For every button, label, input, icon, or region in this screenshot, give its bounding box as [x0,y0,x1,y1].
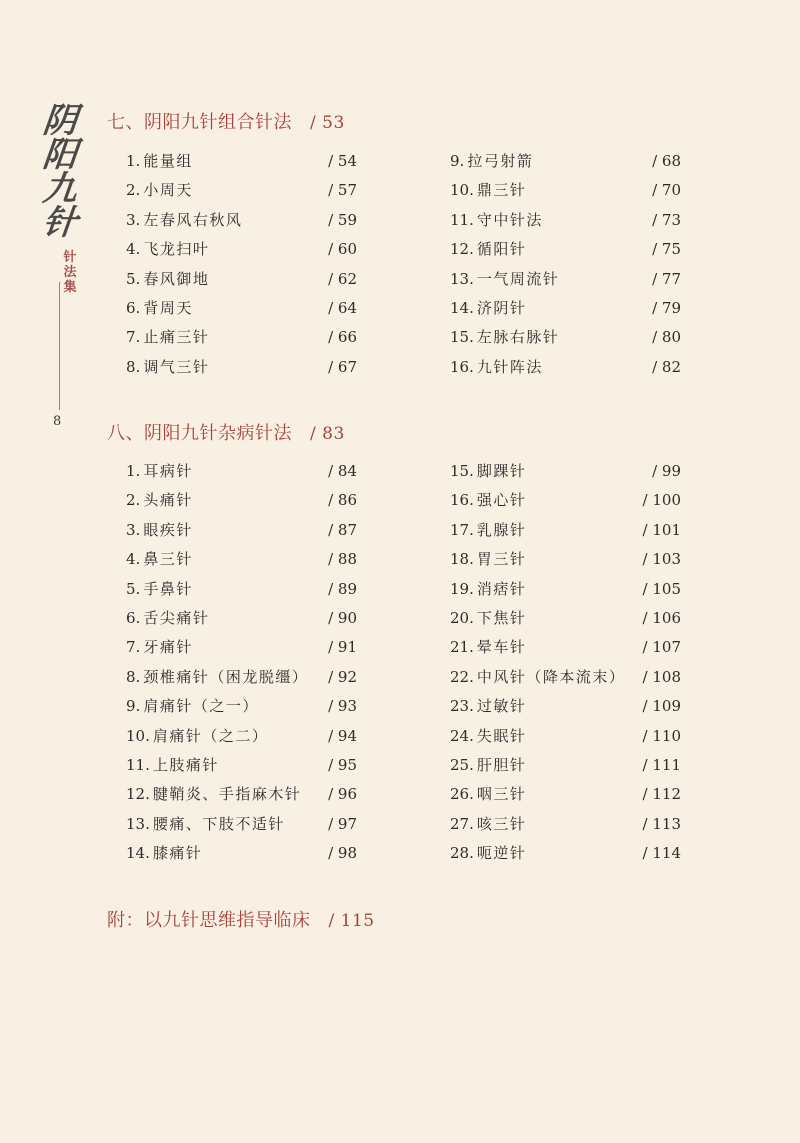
toc-entry-number: 4. [126,550,141,569]
toc-entry-label: 乳腺针 [476,520,527,539]
toc-entry-label: 腱鞘炎、手指麻木针 [152,785,302,804]
toc-entry-page: / 73 [652,210,681,229]
appendix-heading[interactable] [107,906,375,932]
toc-entry[interactable] [450,810,681,839]
toc-entry-title [450,751,526,780]
toc-entry-title [126,751,219,780]
toc-entry-title [450,545,526,574]
toc-entry[interactable] [450,604,681,633]
toc-entry-number: 14. [126,844,150,863]
toc-entry-page: / 92 [328,667,357,686]
toc-entry-page: / 96 [328,785,357,804]
toc-entry-label: 拉弓射箭 [467,152,534,170]
toc-entry[interactable] [450,575,681,604]
toc-entry-label: 膝痛针 [152,844,203,863]
toc-entry-label: 循阳针 [476,240,527,259]
toc-entry-page: / 87 [328,520,357,539]
toc-entry-page: / 106 [642,608,681,627]
toc-entry-page: / 99 [652,462,681,480]
toc-entry-label: 强心针 [476,491,527,510]
toc-entry[interactable] [126,457,357,486]
toc-entry-title [126,294,193,323]
toc-entry-number: 14. [450,298,474,317]
toc-entry-number: 1. [126,152,141,170]
toc-entry-label: 胃三针 [476,550,527,569]
toc-entry-title [450,486,526,515]
toc-entry-title [450,457,526,486]
toc-entry-number: 27. [450,814,474,833]
toc-entry-page: / 107 [642,638,681,657]
toc-entry[interactable] [126,839,357,868]
toc-entry-label: 左春风右秋风 [143,210,243,229]
toc-entry-title [126,206,242,235]
toc-entry-page: / 93 [328,697,357,716]
toc-entry-number: 16. [450,357,474,376]
section-heading-8[interactable] [107,419,345,445]
toc-entry-title [450,575,526,604]
appendix-page: / 115 [328,911,375,931]
toc-entry-label: 耳病针 [143,462,193,480]
toc-entry-page: / 100 [642,491,681,510]
toc-entry-number: 22. [450,667,474,686]
toc-entry-number: 10. [450,181,474,200]
toc-entry-title [126,722,268,751]
toc-entry-page: / 91 [328,638,357,657]
toc-entry[interactable] [126,235,357,264]
toc-entry[interactable] [126,176,357,205]
toc-entry-page: / 94 [328,726,357,745]
brand-divider [59,282,60,410]
toc-entry-page: / 68 [652,152,681,170]
toc-entry-number: 7. [126,328,141,347]
toc-entry[interactable] [450,265,681,294]
toc-entry-number: 15. [450,328,474,347]
toc-entry-page: / 84 [328,462,357,480]
toc-entry-label: 左脉右脉针 [476,328,560,347]
toc-entry-title [450,206,543,235]
toc-entry[interactable] [450,323,681,352]
toc-entry-number: 3. [126,210,141,229]
toc-entry-label: 晕车针 [476,638,527,657]
toc-entry-label: 失眠针 [476,726,527,745]
toc-entry-label: 呃逆针 [476,844,527,863]
toc-entry[interactable] [450,633,681,662]
toc-entry-label: 眼疾针 [143,520,193,539]
toc-entry-title [450,353,543,382]
toc-entry-label: 手鼻针 [143,579,193,598]
toc-entry-title [126,486,193,515]
brand-subtitle-char: 针 [63,250,77,265]
toc-entry-label: 小周天 [143,181,193,200]
toc-entry-page: / 64 [328,298,357,317]
toc-entry-label: 咽三针 [476,785,527,804]
brand-subtitle-char: 集 [63,280,77,295]
section-title: 八、阴阳九针杂病针法 [107,423,292,444]
toc-entry-page: / 59 [328,210,357,229]
toc-entry-title [126,235,209,264]
toc-entry-title [126,353,209,382]
toc-entry-page: / 88 [328,550,357,569]
toc-entry-number: 12. [450,240,474,259]
toc-entry-title [126,457,193,486]
toc-entry[interactable] [450,176,681,205]
toc-entry[interactable] [126,206,357,235]
toc-entry[interactable] [126,751,357,780]
toc-entry[interactable] [450,545,681,574]
toc-entry-label: 过敏针 [476,697,527,716]
toc-entry-page: / 82 [652,357,681,376]
toc-entry-number: 6. [126,608,141,627]
toc-entry[interactable] [126,353,357,382]
toc-entry-title [450,722,526,751]
brand-title-char: 九 [40,169,80,209]
toc-entry-page: / 109 [642,697,681,716]
toc-entry-label: 止痛三针 [143,328,210,347]
brand-title-char: 针 [40,203,80,243]
toc-entry-title [126,265,209,294]
toc-entry-title [450,323,559,352]
toc-entry-label: 腰痛、下肢不适针 [152,814,285,833]
toc-entry-title [126,839,202,868]
toc-entry[interactable] [126,486,357,515]
toc-entry-number: 4. [126,240,141,259]
toc-entry-number: 6. [126,298,141,317]
toc-entry-page: / 86 [328,491,357,510]
toc-entry-page: / 62 [328,269,357,288]
toc-entry-label: 济阴针 [476,298,527,317]
toc-entry[interactable] [126,692,357,721]
toc-column-right [450,457,681,868]
toc-entry-number: 8. [126,667,141,686]
section-heading-7[interactable] [107,108,345,134]
toc-entry[interactable] [450,147,681,176]
toc-entry-label: 脚踝针 [476,462,527,480]
toc-entry-title [450,810,526,839]
toc-entry-number: 3. [126,520,141,539]
toc-entry-page: / 70 [652,181,681,200]
toc-entry-page: / 97 [328,814,357,833]
toc-entry-page: / 60 [328,240,357,259]
toc-entry-page: / 54 [328,152,357,170]
book-brand [40,101,80,295]
toc-entry-page: / 89 [328,579,357,598]
toc-entry-label: 能量组 [143,152,193,170]
toc-entry[interactable] [450,353,681,382]
toc-entry[interactable] [450,457,681,486]
toc-entry-number: 2. [126,181,141,200]
toc-entry-page: / 105 [642,579,681,598]
toc-entry[interactable] [450,294,681,323]
toc-entry-page: / 80 [652,328,681,347]
toc-entry-title [126,810,285,839]
toc-entry-title [126,692,259,721]
brand-title-char: 阴 [40,101,80,141]
toc-entry-label: 中风针（降本流末） [476,667,626,686]
toc-entry[interactable] [126,265,357,294]
toc-entry-title [450,265,559,294]
toc-entry-page: / 77 [652,269,681,288]
toc-entry-number: 21. [450,638,474,657]
toc-entry-label: 一气周流针 [476,269,560,288]
toc-entry[interactable] [450,839,681,868]
toc-entry-number: 28. [450,844,474,863]
toc-entry-title [450,235,526,264]
toc-entry-page: / 108 [642,667,681,686]
toc-entry-label: 飞龙扫叶 [143,240,210,259]
toc-entry-number: 10. [126,726,150,745]
toc-entry-label: 鼻三针 [143,550,193,569]
toc-entry-title [450,839,526,868]
toc-entry-label: 守中针法 [476,210,543,229]
toc-entry-page: / 79 [652,298,681,317]
toc-entry-label: 背周天 [143,298,193,317]
toc-entry-number: 18. [450,550,474,569]
section-title: 七、阴阳九针组合针法 [107,112,292,133]
toc-entry-page: / 90 [328,608,357,627]
toc-entry-number: 12. [126,785,150,804]
toc-entry-label: 九针阵法 [476,357,543,376]
toc-entry-page: / 112 [642,785,681,804]
toc-entry-title [126,780,301,809]
toc-entry[interactable] [126,604,357,633]
toc-entry-number: 8. [126,357,141,376]
toc-entry[interactable] [126,633,357,662]
toc-entry-title [126,663,308,692]
toc-entry-number: 13. [450,269,474,288]
toc-entry-number: 13. [126,814,150,833]
toc-entry-page: / 66 [328,328,357,347]
toc-column-left [126,457,357,868]
toc-entry-title [126,516,193,545]
toc-entry-label: 肩痛针（之一） [143,697,259,716]
toc-entry-number: 5. [126,269,141,288]
toc-entry-number: 7. [126,638,141,657]
brand-subtitle-char: 法 [63,265,77,280]
toc-entry-title [450,147,533,176]
section-page: / 83 [310,424,345,444]
toc-entry[interactable] [450,692,681,721]
toc-entry[interactable] [126,545,357,574]
toc-entry-label: 头痛针 [143,491,193,510]
toc-entry[interactable] [126,147,357,176]
toc-entry[interactable] [450,486,681,515]
toc-entry-number: 25. [450,755,474,774]
toc-entry-number: 9. [450,152,465,170]
toc-entry-page: / 95 [328,755,357,774]
toc-entry-title [450,294,526,323]
toc-entry-label: 调气三针 [143,357,210,376]
toc-entry-title [126,147,193,176]
toc-column-left [126,147,357,382]
toc-entry[interactable] [126,516,357,545]
toc-entry[interactable] [126,780,357,809]
toc-entry-page: / 110 [642,726,681,745]
toc-entry-title [126,604,209,633]
toc-entry[interactable] [450,751,681,780]
toc-column-right [450,147,681,382]
toc-entry[interactable] [126,323,357,352]
toc-entry-page: / 75 [652,240,681,259]
toc-entry[interactable] [450,516,681,545]
appendix-title: 附：以九针思维指导临床 [107,910,311,931]
toc-entry-page: / 111 [642,755,681,774]
toc-entry-number: 19. [450,579,474,598]
toc-entry-label: 牙痛针 [143,638,193,657]
toc-entry[interactable] [126,575,357,604]
toc-entry-label: 鼎三针 [476,181,527,200]
toc-entry[interactable] [126,722,357,751]
toc-entry-label: 咳三针 [476,814,527,833]
toc-entry-number: 26. [450,785,474,804]
toc-entry[interactable] [126,294,357,323]
toc-entry-title [450,780,526,809]
toc-entry-number: 23. [450,697,474,716]
toc-entry-page: / 67 [328,357,357,376]
toc-entry-label: 舌尖痛针 [143,608,210,627]
toc-entry[interactable] [450,722,681,751]
toc-entry-number: 5. [126,579,141,598]
toc-entry-number: 16. [450,491,474,510]
toc-entry-title [450,516,526,545]
toc-entry-label: 肝胆针 [476,755,527,774]
toc-entry-page: / 57 [328,181,357,200]
toc-entry-label: 上肢痛针 [152,755,219,774]
toc-entry-title [450,604,526,633]
toc-entry-number: 17. [450,520,474,539]
toc-entry[interactable] [126,663,357,692]
toc-entry-label: 下焦针 [476,608,527,627]
toc-entry-label: 消痞针 [476,579,527,598]
toc-entry-page: / 103 [642,550,681,569]
toc-entry-title [450,692,526,721]
page-number: 8 [53,414,62,429]
brand-title-char: 阳 [40,135,80,175]
toc-entry[interactable] [450,206,681,235]
toc-entry-title [450,633,526,662]
toc-entry-title [126,633,193,662]
toc-entry-title [126,323,209,352]
toc-entry-number: 1. [126,462,141,480]
toc-entry-title [450,663,625,692]
toc-entry-number: 9. [126,697,141,716]
toc-entry-number: 20. [450,608,474,627]
toc-entry-number: 24. [450,726,474,745]
toc-entry-title [126,176,193,205]
section-page: / 53 [310,113,345,133]
toc-entry-page: / 113 [642,814,681,833]
toc-entry[interactable] [450,663,681,692]
toc-entry-title [450,176,526,205]
toc-entry-page: / 101 [642,520,681,539]
toc-entry-page: / 114 [642,844,681,863]
toc-entry-number: 11. [450,210,474,229]
toc-entry-number: 11. [126,755,150,774]
toc-entry-number: 15. [450,462,474,480]
toc-entry[interactable] [450,235,681,264]
toc-entry[interactable] [126,810,357,839]
brand-subtitle [63,250,76,295]
toc-entry-title [126,545,193,574]
toc-entry-page: / 98 [328,844,357,863]
toc-entry[interactable] [450,780,681,809]
toc-entry-label: 春风御地 [143,269,210,288]
toc-entry-title [126,575,193,604]
toc-entry-label: 颈椎痛针（困龙脱缰） [143,667,309,686]
toc-entry-number: 2. [126,491,141,510]
toc-entry-label: 肩痛针（之二） [152,726,269,745]
